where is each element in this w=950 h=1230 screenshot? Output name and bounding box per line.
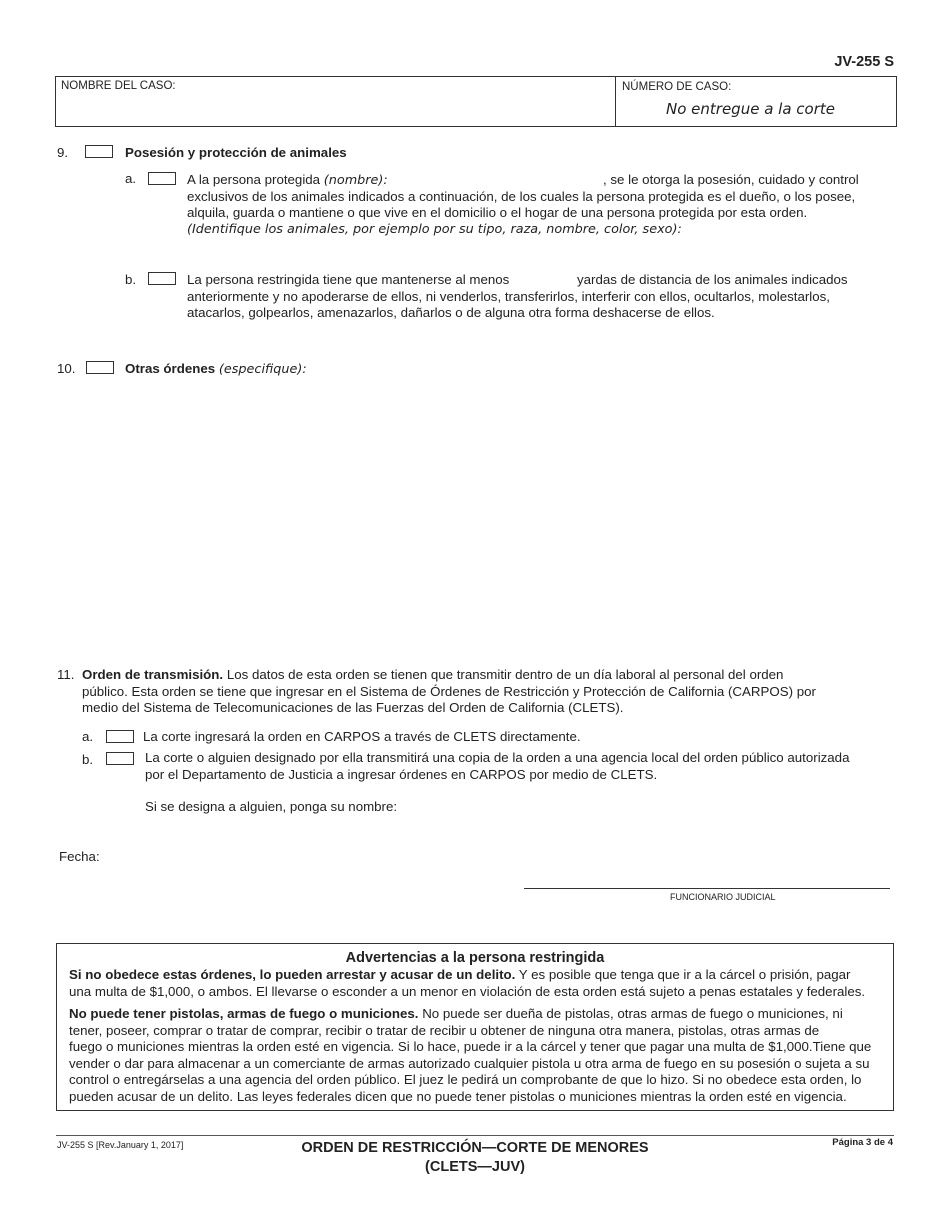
item11b-line1: La corte o alguien designado por ella transmitirá una copia de la orden a una agencia local del orden público autorizada [145,750,850,765]
warnings-p1-line1: Y es posible que tenga que ir a la cárcel o prisión, pagar [515,967,851,982]
footer-title-line2: (CLETS—JUV) [425,1159,525,1175]
item11a-text: La corte ingresará la orden en CARPOS a través de CLETS directamente. [143,729,581,744]
item11-line2: público. Esta orden se tiene que ingresar en el Sistema de Órdenes de Restricción y Protección de California (CARPOS) por [82,683,816,699]
item9a-checkbox[interactable] [148,172,176,185]
footer-title-line1: ORDEN DE RESTRICCIÓN—CORTE DE MENORES [301,1140,649,1156]
item11a-checkbox[interactable] [106,730,134,743]
item9b-text [187,272,907,322]
warnings-p2-line5: control o entregárselas a una agencia del orden público. El juez le pedirá un comprobante de que lo hizo. Si no obedece esta orden, lo [69,1072,862,1087]
item11b-line2: por el Departamento de Justicia a ingresar órdenes en CARPOS por medio de CLETS. [145,766,658,782]
item11-text [82,667,912,717]
item9b-letter: b. [125,272,137,287]
warnings-p2-line4: vender o dar para almacenar a un comerciante de armas autorizado cualquier pistola u otra arma de fuego en su posesión o sujeta a su [69,1055,870,1071]
signature-line[interactable] [524,888,890,889]
item11-line3: medio del Sistema de Telecomunicaciones de las Fuerzas del Orden de California (CLETS). [82,700,624,715]
warnings-p2-line2: tener, poseer, comprar o tratar de comprar, recibir o tratar de recibir u obtener de ninguna otra manera, pistolas, otras armas de [69,1022,820,1038]
item9b-checkbox[interactable] [148,272,176,285]
warnings-p2-line1: No puede ser dueña de pistolas, otras armas de fuego o municiones, ni [418,1006,843,1021]
item9b-line3: atacarlos, golpearlos, amenazarlos, dañarlos o de alguna otra forma deshacerse de ellos. [187,305,715,320]
item9a-text-after: , se le otorga la posesión, cuidado y control [603,172,859,187]
footer-form-rev: JV-255 S [Rev.January 1, 2017] [57,1140,184,1150]
warnings-p2-bold: No puede tener pistolas, armas de fuego o municiones. [69,1006,419,1021]
item9a-letter: a. [125,171,137,186]
warnings-p1-bold: Si no obedece estas órdenes, lo pueden arrestar y acusar de un delito. [69,967,516,982]
item9a-text-start: A la persona protegida [187,172,324,187]
item11-title: Orden de transmisión. [82,667,224,682]
item9a-name-hint: (nombre): [323,173,388,188]
case-header-box [55,76,897,127]
item11b-letter: b. [82,752,94,767]
warnings-title: Advertencias a la persona restringida [345,950,605,966]
warnings-paragraph-2 [69,1006,895,1105]
item10-number: 10. [57,361,76,376]
footer-rule [56,1135,894,1136]
warnings-paragraph-1 [69,967,895,1000]
warnings-box [56,943,894,1111]
case-name-label: NOMBRE DEL CASO: [61,80,176,92]
warnings-p1-line2: una multa de $1,000, o ambos. El llevarse o esconder a un menor en violación de esta orden está sujeto a penas estatales y federales. [69,983,866,999]
item11a-letter: a. [82,729,94,744]
case-number-label: NÚMERO DE CASO: [622,81,732,93]
case-name-field[interactable] [56,77,616,126]
item9a-text [187,172,907,238]
warnings-p2-line3: fuego o municiones mientras la orden esté en vigencia. Si lo hace, puede ir a la cárcel y tener que pagar una multa de $1,000.Tiene que [69,1039,872,1054]
item11-line1: Los datos de esta orden se tienen que transmitir dentro de un día laboral al personal del orden [226,667,784,682]
item9b-line2: anteriormente y no apoderarse de ellos, ni venderlos, transferirlos, interferir con ellos, ocultarlos, molestarlos, [187,288,830,304]
item9b-text-after: yardas de distancia de los animales indicados [577,272,848,287]
designee-label: Si se designa a alguien, ponga su nombre: [145,799,398,814]
officer-label: FUNCIONARIO JUDICIAL [670,892,776,902]
footer-page: Página 3 de 4 [832,1137,893,1148]
case-number-field[interactable] [616,77,896,126]
item9-checkbox[interactable] [85,145,113,158]
item9-number: 9. [57,145,69,160]
item11b-text [145,750,905,783]
item9a-line2: exclusivos de los animales indicados a continuación, de los cuales la persona protegida es el dueño, o los posee, [187,188,856,204]
warnings-p2-line6: pueden acusar de un delito. Las leyes federales dicen que no puede tener pistolas o municiones mientras la orden esté en vigencia. [69,1088,847,1104]
item11-number: 11. [57,667,75,682]
date-label: Fecha: [59,849,100,864]
item10-checkbox[interactable] [86,361,114,374]
item9b-text-start: La persona restringida tiene que mantenerse al menos [187,272,510,287]
case-number-note: No entregue a la corte [666,100,835,118]
item9-title: Posesión y protección de animales [125,145,347,160]
form-id: JV-255 S [834,54,894,70]
item9a-identify-hint: (Identifique los animales, por ejemplo por su tipo, raza, nombre, color, sexo): [187,221,682,237]
item9a-line3: alquila, guarda o mantiene o que vive en el domicilio o el hogar de una persona protegida por esta orden. [187,205,808,220]
item10-hint: (especifique): [218,362,307,377]
item11b-checkbox[interactable] [106,752,134,765]
item10-title: Otras órdenes [125,361,216,376]
item10-title-row [125,361,307,377]
